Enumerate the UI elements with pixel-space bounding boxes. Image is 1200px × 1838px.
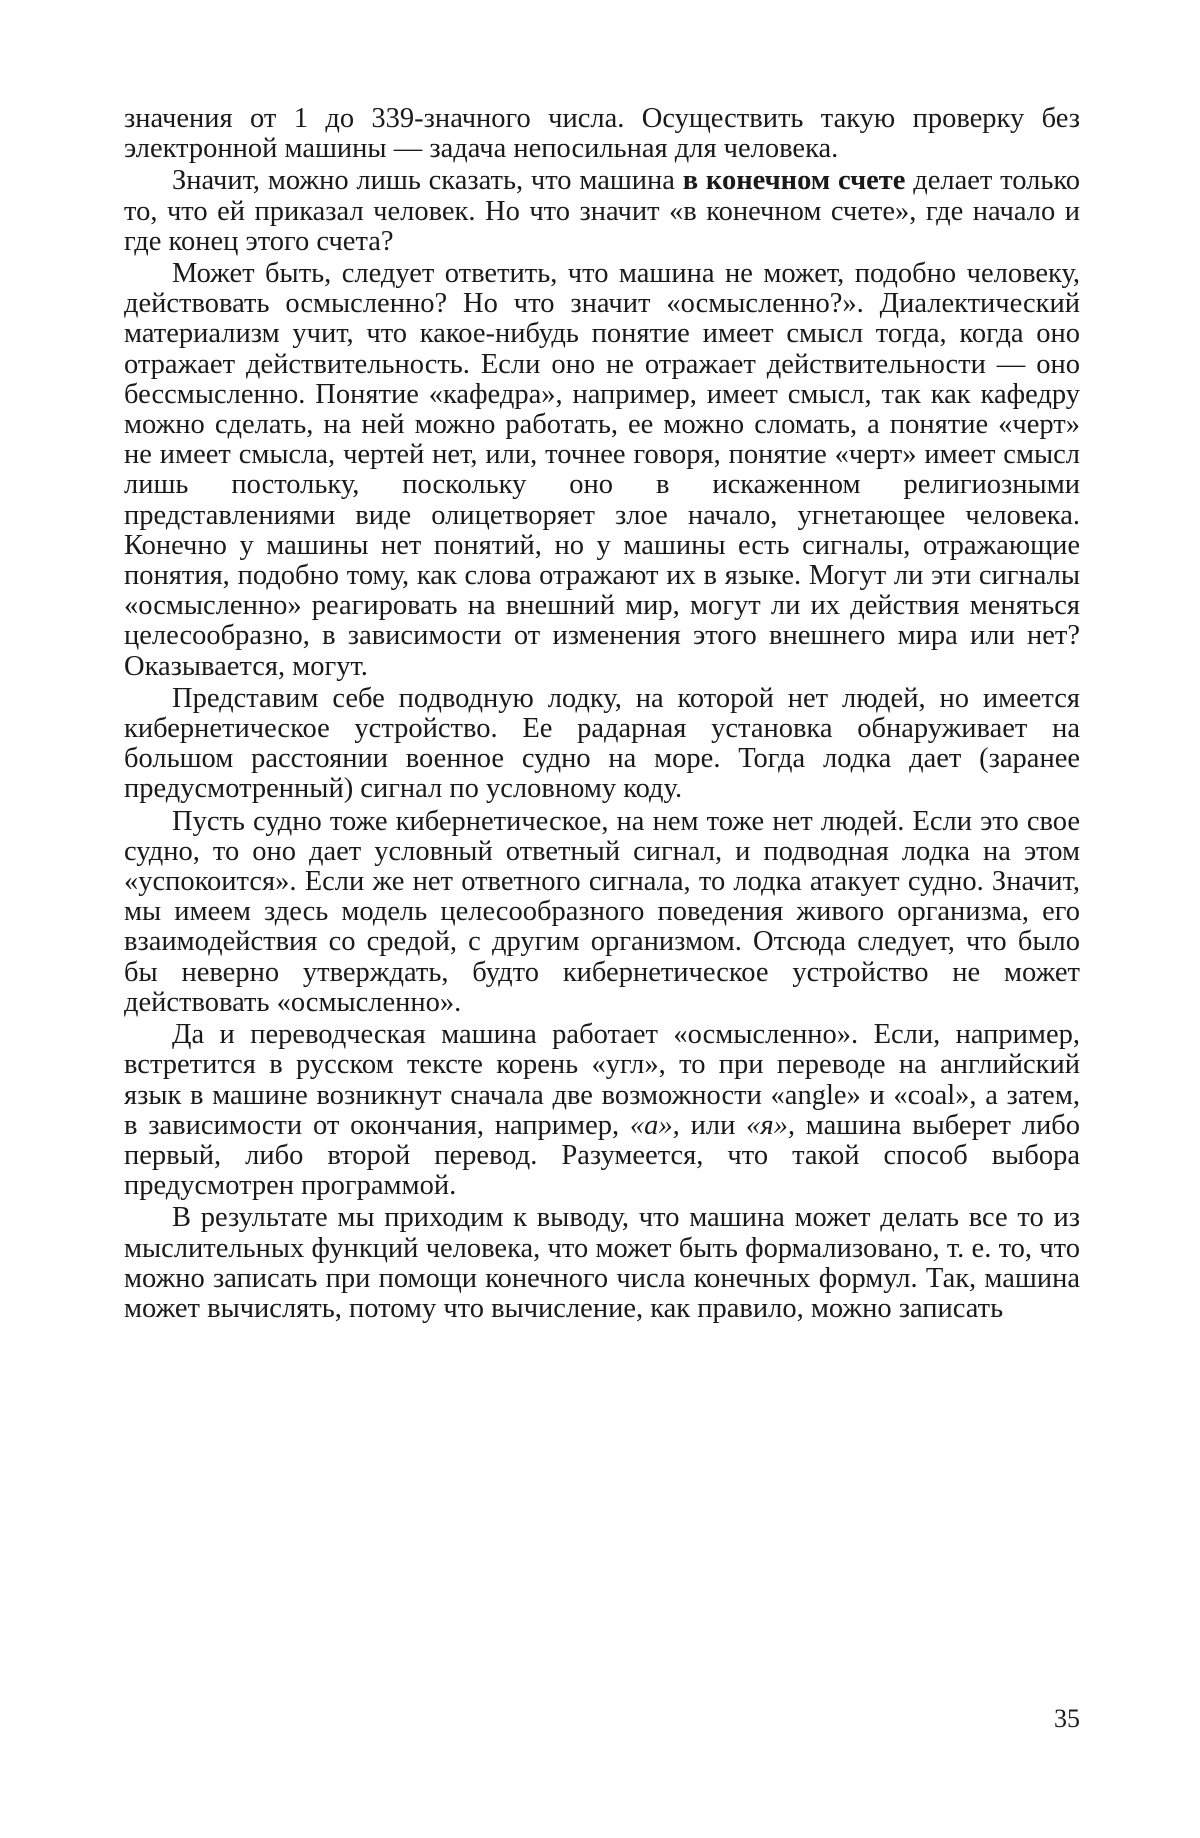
page-number: 35 — [1010, 1704, 1080, 1734]
paragraph-6-italic-ya: «я», — [746, 1110, 795, 1141]
paragraph-2-end: делает только то, что ей приказал человек. Но что значит «в конечном счете», где начало и где конец этого счета? — [124, 165, 1080, 256]
paragraph-2 — [124, 166, 1080, 257]
paragraph-6-middle: или — [680, 1110, 746, 1141]
paragraph-6-end: машина выберет либо первый, либо второй перевод. Разумеется, что такой способ выбора предусмотрен программой. — [124, 1110, 1080, 1201]
paragraph-5: Пусть судно тоже кибернетическое, на нем тоже нет людей. Если это свое судно, то оно дает условный ответный сигнал, и подводная лодка на этом «успокоится». Если же нет ответного сигнала, то лодка атакует судно. Значит, мы имеем здесь модель целесообразного поведения живого организма, его взаимодействия со средой, с другим организмом. Отсюда следует, что было бы неверно утверждать, будто кибернетическое устройство не может действовать «осмысленно». — [124, 807, 1080, 1018]
paragraph-6-italic-a: «а», — [630, 1110, 680, 1141]
paragraph-4: Представим себе подводную лодку, на которой нет людей, но имеется кибернетическое устройство. Ее радарная установка обнаруживает на большом расстоянии военное судно на море. Тогда лодка дает (заранее предусмотренный) сигнал по условному коду. — [124, 684, 1080, 805]
paragraph-1: значения от 1 до 339-значного числа. Осуществить такую проверку без электронной машины — задача непосильная для человека. — [124, 104, 1080, 164]
page-body — [124, 104, 1080, 1324]
paragraph-3: Может быть, следует ответить, что машина не может, подобно человеку, действовать осмысленно? Но что значит «осмысленно?». Диалектический материализм учит, что какое-нибудь понятие имеет смысл тогда, когда оно отражает действительность. Если оно не отражает действительности — оно бессмысленно. Понятие «кафедра», например, имеет смысл, так как кафедру можно сделать, на ней можно работать, ее можно сломать, а понятие «черт» не имеет смысла, чертей нет, или, точнее говоря, понятие «черт» имеет смысл лишь постольку, поскольку оно в искаженном религиозными представлениями виде олицетворяет злое начало, угнетающее человека. Конечно у машины нет понятий, но у машины есть сигналы, отражающие понятия, подобно тому, как слова отражают их в языке. Могут ли эти сигналы «осмысленно» реагировать на внешний мир, могут ли их действия меняться целесообразно, в зависимости от изменения этого внешнего мира или нет? Оказывается, могут. — [124, 259, 1080, 682]
paragraph-6 — [124, 1020, 1080, 1201]
paragraph-7: В результате мы приходим к выводу, что машина может делать все то из мыслительных функций человека, что может быть формализовано, т. е. то, что можно записать при помощи конечного числа конечных формул. Так, машина может вычислять, потому что вычисление, как правило, можно записать — [124, 1203, 1080, 1324]
paragraph-2-start: Значит, можно лишь сказать, что машина — [172, 165, 683, 196]
paragraph-6-start: Да и переводческая машина работает «осмысленно». Если, например, встретится в русском тексте корень «угл», то при переводе на английский язык в машине возникнут сначала две возможности «angle» и «coal», а затем, в зависимости от окончания, например, — [124, 1019, 1080, 1141]
paragraph-2-emphasis: в конечном счете — [683, 165, 906, 196]
